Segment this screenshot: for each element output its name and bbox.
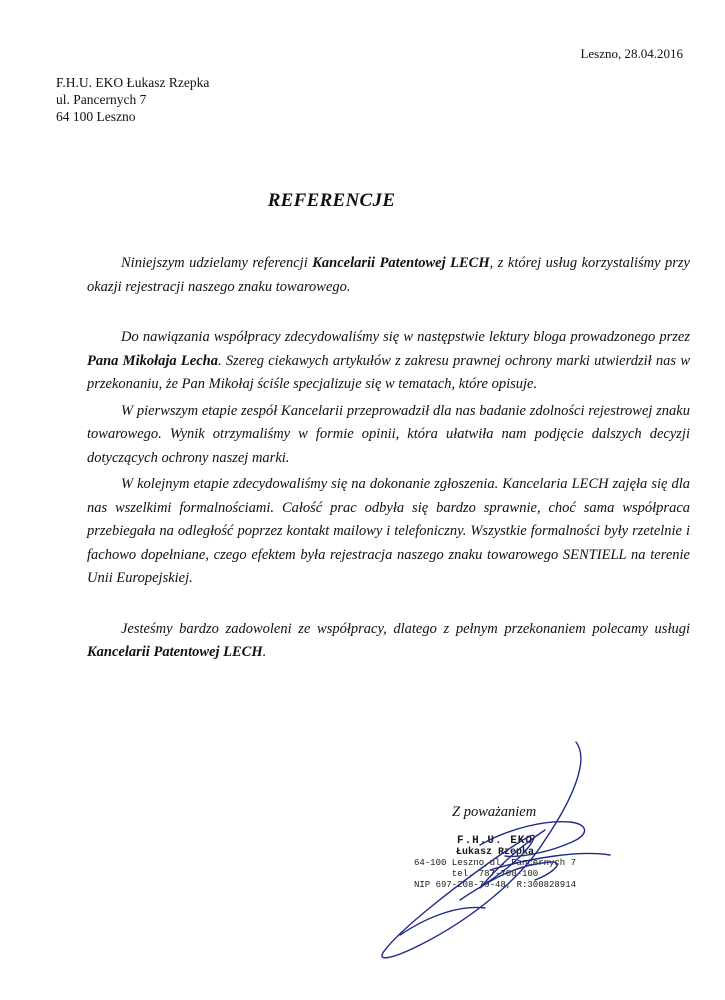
paragraph-1-bold: Kancelarii Patentowej LECH xyxy=(312,255,490,271)
paragraph-4: W kolejnym etapie zdecydowaliśmy się na dokonanie zgłoszenia. Kancelaria LECH zajęła się dla nas wszelkimi formalnościami. Całość prac odbyła się bardzo sprawnie, choć sama współpraca przebiegała na odległość poprzez kontakt mailowy i telefoniczny. Wszystkie formalności były rzetelnie i fachowo dopełniane, czego efektem była rejestracja naszego znaku towarowego SENTIELL na terenie Unii Europejskiej. xyxy=(87,476,690,586)
paragraph-5 xyxy=(87,618,690,665)
paragraph-5-text-a: Jesteśmy bardzo zadowoleni ze współpracy, dlatego z pełnym przekonaniem polecamy usługi xyxy=(121,620,690,637)
letter-date: Leszno, 28.04.2016 xyxy=(580,46,683,61)
company-stamp xyxy=(395,836,595,891)
stamp-phone: tel. 787-700-100 xyxy=(451,869,539,879)
paragraph-2-bold: Pana Mikołaja Lecha xyxy=(87,352,218,369)
sender-street: ul. Pancernych 7 xyxy=(56,92,147,107)
paragraph-1-text-c: , z której usług korzystaliśmy przy okazji rejestracji naszego znaku towarowego. xyxy=(87,255,690,295)
sender-city: 64 100 Leszno xyxy=(56,109,136,124)
paragraph-2-text-a: Do nawiązania współpracy zdecydowaliśmy się w następstwie lektury bloga prowadzonego przez xyxy=(121,329,690,345)
stamp-tax-id: NIP 697-208-79-48, R:300828914 xyxy=(413,880,577,890)
paragraph-5-text-c: . xyxy=(262,644,267,660)
letter-body xyxy=(87,252,690,665)
paragraph-1-text-a: Niniejszym udzielamy referencji xyxy=(121,255,313,271)
paragraph-1 xyxy=(87,252,690,299)
stamp-company: F.H.U. EKO xyxy=(456,835,533,847)
paragraph-2-text-c: . Szereg ciekawych artykułów z zakresu prawnej ochrony marki utwierdził nas w przekonaniu, że Pan Mikołaj ściśle specjalizuje się w tematach, które opisuje. xyxy=(87,352,690,392)
stamp-owner: Łukasz Rzepka xyxy=(455,847,534,858)
closing-phrase: Z poważaniem xyxy=(452,804,537,820)
paragraph-2 xyxy=(87,326,690,397)
paragraph-3: W pierwszym etapie zespół Kancelarii przeprowadził dla nas badanie zdolności rejestrowej znaku towarowego. Wynik otrzymaliśmy w formie opinii, która ułatwiła nam podjęcie dalszych decyzji dotyczących ochrony naszej marki. xyxy=(87,402,690,466)
letter-title: REFERENCJE xyxy=(267,190,396,211)
sender-company: F.H.U. EKO Łukasz Rzepka xyxy=(56,75,210,90)
stamp-address: 64-100 Leszno,ul. Pancernych 7 xyxy=(413,858,577,868)
sender-address xyxy=(56,74,209,125)
paragraph-5-bold: Kancelarii Patentowej LECH xyxy=(87,644,263,660)
